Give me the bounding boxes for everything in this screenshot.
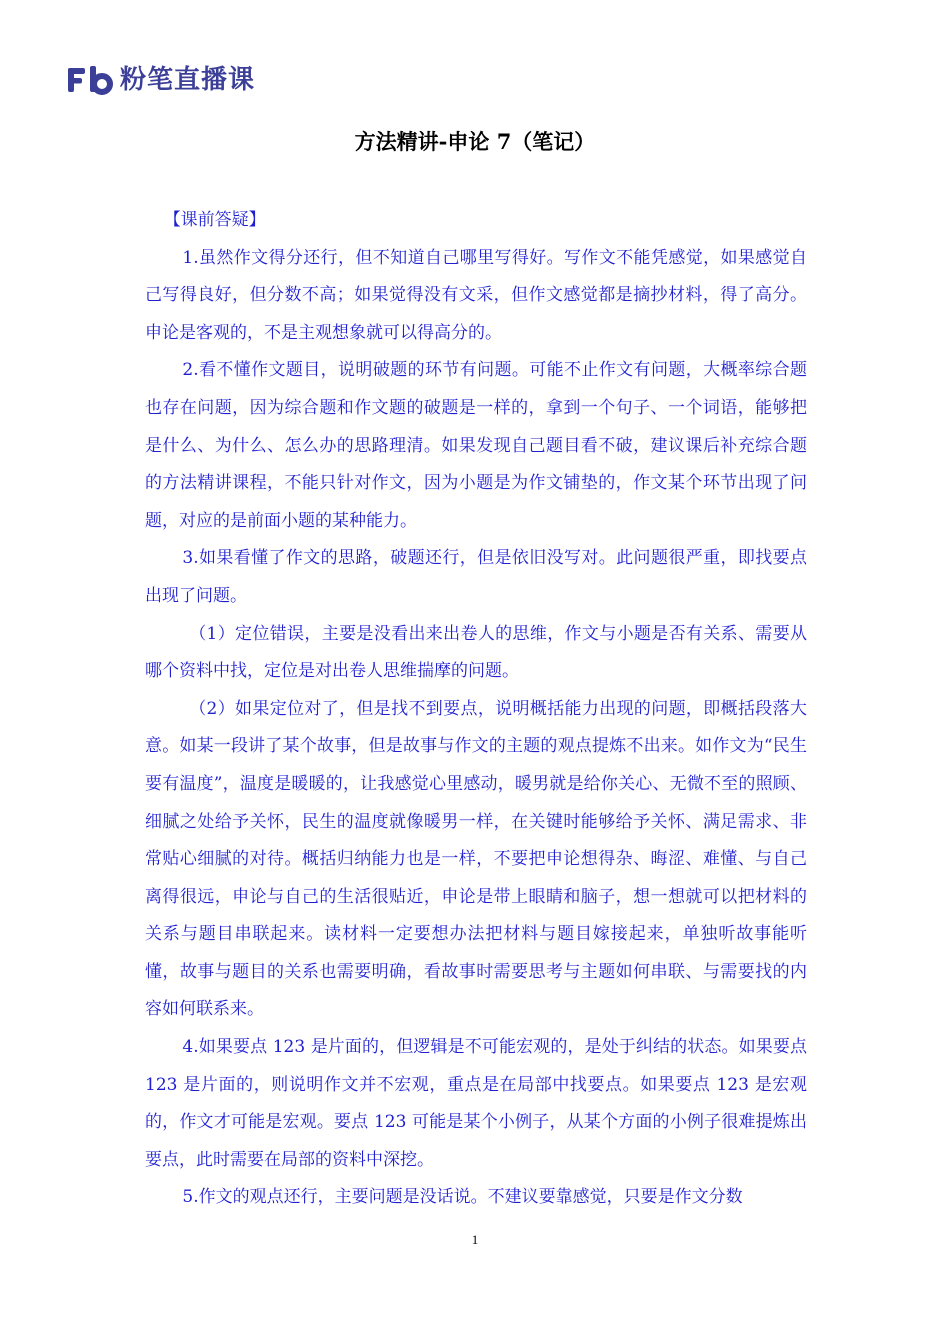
fb-logo-icon xyxy=(68,65,114,95)
paragraph: 3.如果看懂了作文的思路，破题还行，但是依旧没写对。此问题很严重，即找要点出现了问题。 xyxy=(145,548,807,606)
page-number: 1 xyxy=(471,1232,479,1247)
paragraph: 5.作文的观点还行，主要问题是没话说。不建议要靠感觉，只要是作文分数 xyxy=(182,1187,743,1208)
brand-logo xyxy=(68,62,255,98)
section-heading: 【课前答疑】 xyxy=(163,210,266,230)
logo-text: 粉笔直播课 xyxy=(120,65,256,95)
sub-paragraph: （1）定位错误，主要是没看出来出卷人的思维，作文与小题是否有关系、需要从哪个资料中找，定位是对出卷人思维揣摩的问题。 xyxy=(145,623,807,682)
paragraph: 1.虽然作文得分还行，但不知道自己哪里写得好。写作文不能凭感觉，如果感觉自己写得良好，但分数不高；如果觉得没有文采，但作文感觉都是摘抄材料，得了高分。申论是客观的，不是主观想象就可以得高分的。 xyxy=(145,247,807,343)
sub-paragraph: （2）如果定位对了，但是找不到要点，说明概括能力出现的问题，即概括段落大意。如某一段讲了某个故事，但是故事与作文的主题的观点提炼不出来。如作文为“民生要有温度”，温度是暖暖的，让我感觉心里感动，暖男就是给你关心、无微不至的照顾、细腻之处给予关怀，民生的温度就像暖男一样，在关键时能够给予关怀、满足需求、非常贴心细腻的对待。概括归纳能力也是一样，不要把申论想得杂、晦涩、难懂、与自己离得很远，申论与自己的生活很贴近，申论是带上眼睛和脑子，想一想就可以把材料的关系与题目串联起来。读材料一定要想办法把材料与题目嫁接起来，单独听故事能听懂，故事与题目的关系也需要明确，看故事时需要思考与主题如何串联、与需要找的内容如何联系来。 xyxy=(145,698,807,1020)
document-body xyxy=(145,202,807,1217)
paragraph: 2.看不懂作文题目，说明破题的环节有问题。可能不止作文有问题，大概率综合题也存在问题，因为综合题和作文题的破题是一样的，拿到一个句子、一个词语，能够把是什么、为什么、怎么办的思路理清。如果发现自己题目看不破，建议课后补充综合题的方法精讲课程，不能只针对作文，因为小题是为作文铺垫的，作文某个环节出现了问题，对应的是前面小题的某种能力。 xyxy=(145,360,807,531)
paragraph: 4.如果要点 123 是片面的，但逻辑是不可能宏观的，是处于纠结的状态。如果要点 123 是片面的，则说明作文并不宏观，重点是在局部中找要点。如果要点 123 是宏观的，作文才可能是宏观。要点 123 可能是某个小例子，从某个方面的小例子很难提炼出要点，此时需要在局部的资料中深挖。 xyxy=(145,1037,807,1170)
document-title: 方法精讲-申论 7（笔记） xyxy=(354,129,596,154)
